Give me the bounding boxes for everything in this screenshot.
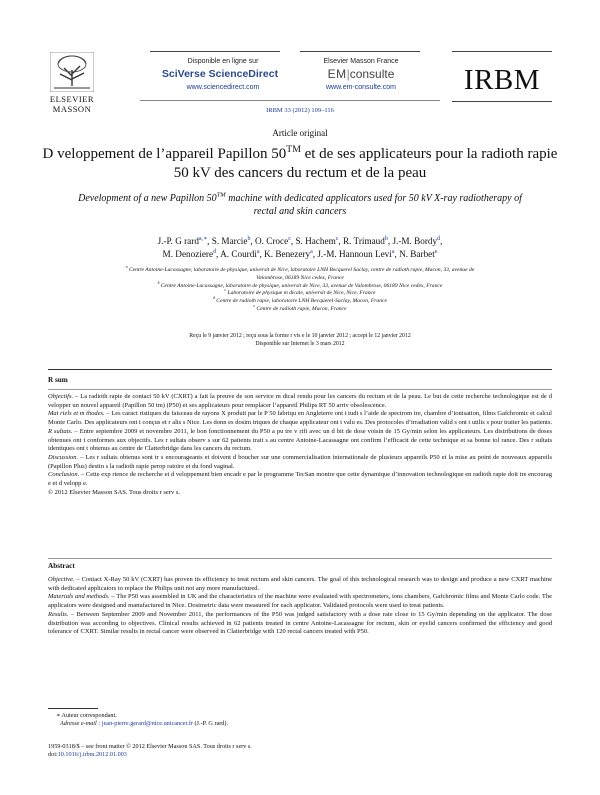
elsevier-tree-logo [50,52,94,92]
affiliation-sup: b [157,280,160,285]
title-fr-part1: D veloppement de l’appareil Papillon 50 [42,146,287,162]
resume-body [48,393,552,497]
article-metadata [48,743,548,760]
abstract-objective-text: – Contact X-Ray 50 kV (CXRT) has proven its efficiency to treat rectum and skin cancers. The goal of this technological research was to design and produce a new CXRT machine with dedicated applicators to replace the Philips unit not any more manufactured. [48,576,552,592]
title-en-tm: TM [216,191,226,199]
asterisk-mark: ∗ [56,712,61,719]
resume-discussion [48,454,552,471]
abstract-methods [48,593,552,610]
author-line-2 [40,248,560,261]
abstract-objective-label: Objective. [48,576,75,583]
abstract-results-label: Results. [48,610,69,618]
em-consulte-url[interactable]: www.em-consulte.com [325,84,397,91]
author-name: , J.-M. Bordy [387,236,438,246]
author-sup[interactable]: b [384,235,388,242]
title-fr-tm: TM [286,144,301,155]
issn-line: 1959-0318/$ – see front matter © 2012 Elsevier Masson SAS. Tous droits r serv s. [48,743,252,750]
sciverse-brand-text: SciVerse ScienceDirect [161,68,279,80]
masthead-top-rule-right [452,51,552,52]
sciverse-availability-text: Disponible en ligne sur [187,58,259,65]
author-name: , S. Marcie [207,236,248,246]
abstract-methods-label: Materials and methods. [48,593,110,601]
received-line: Reçu le 9 janvier 2012 ; reçu sous la forme r vis e le 10 janvier 2012 ; accept le 12 janvier 2012 [189,333,411,339]
article-title-french [40,145,560,183]
resume-objectifs [48,393,552,410]
affiliation-item [50,267,550,275]
affiliation-sup: c [224,288,227,293]
em-brand-left: EM [327,67,347,81]
publisher-name: ELSEVIER MASSON [49,94,95,114]
author-sup[interactable]: c [335,235,339,242]
author-name: , K. Benezery [259,248,311,259]
author-name: M. Denoziere [162,248,214,259]
corresponding-author [56,712,556,720]
abstract-results [48,611,552,637]
author-list [40,235,560,260]
received-dates [80,332,520,348]
resume-heading: R sum [48,376,68,384]
em-publisher-text: Elsevier Masson France [323,58,399,65]
resume-methodes-label: Mat riels et m thodes. [48,410,105,418]
title-en-part1: Development of a new Papillon 50 [78,193,217,204]
em-brand-divider: | [346,67,350,81]
author-name: , O. Croce [250,236,289,246]
article-type: Article original [272,128,328,138]
footnotes [56,712,556,729]
online-line: Disponible sur Internet le 3 mars 2012 [255,341,345,347]
affiliations [50,267,550,314]
affiliation-text: Valombrose, 06189 Nice cedex, France [256,274,344,281]
author-name: , R. Trimaud [338,236,385,246]
resume-methodes-text: – Les caract ristiques du faisceau de rayons X produit par le P 50 fabriqu en Angleterre ont t tudi s l’aide de spectrom tre, chambre d’ionisation, films Gafchromic et calcul Monte Carlo. Des applicateurs ont t conçus et r alis s Nice. Les donn es dosim triques de chaque applicateur ont t valu es. Des protocoles d’irradiation valid s ont t utilis s pour traiter les patients. [48,410,552,427]
author-name: J.-P. G rard [157,236,199,246]
abstract-objective [48,576,552,593]
author-sup[interactable]: a [310,248,313,255]
author-sup[interactable]: a,∗ [198,235,208,242]
affiliation-text: Laboratoire de physique m dicale, universit de Nice, Nice, France [227,290,376,297]
author-name: , S. Hachem [290,236,336,246]
doi-link[interactable]: 10.1016/j.irbm.2012.01.003 [57,751,127,759]
author-sup[interactable]: a [256,248,260,255]
resume-objectifs-text: – La radioth rapie de contact 50 kV (CXRT) a fait la preuve de son service m dical rendu pour les cancers du rectum et de la peau. Le but de cette recherche technologique est de d velopper un nouvel appareil (Papillon 50 tm) (P50) et ses applicateurs pour remplacer l’appareil Philips RT 50 arriv obsolescence. [48,393,552,409]
resume-resultats-text: – Entre septembre 2009 et novembre 2011, le bon fonctionnement du P50 a pu tre v rifi avec un d bit de dose voisin de 15 Gy/min selon les applicateurs. Les distributions de doses obtenues ont t conformes aux objectifs. Les r sultats observ s sur 62 patients trait s au centre Antoine-Lacassagne ont confirm l’efficacit de cette technique et sa bonne tol rance. Des r sultats identiques ont t obtenus au centre de Clatterbridge dans les cancers du rectum. [48,427,552,453]
affiliation-text: Centre de radioth rapie, laboratoire LNH Becquerel-Saclay, Macon, France [216,298,387,305]
author-name: , J.-M. Hannoun Levi [312,248,392,259]
author-name: , N. Barbet [394,248,435,259]
masthead-bottom-rule [140,100,440,101]
affiliation-text: Centre Antoine-Lacassagne, laboratoire de physique, universit de Nice, 33, avenue de Valombrose, 06189 Nice cedex, France [160,282,443,289]
sciencedirect-url[interactable]: www.sciencedirect.com [186,84,260,91]
author-sup[interactable]: b [247,235,251,242]
title-en-part2: machine with dedicated applicators used for 50 kV X-ray radiotherapy of rectal and skin cancers [225,193,522,217]
author-name: , [440,236,443,246]
em-brand-right: consulte [349,67,395,81]
resume-methodes [48,410,552,427]
article-title-english [70,192,530,218]
resume-resultats [48,428,552,454]
author-line-1 [40,235,560,248]
author-sup[interactable]: d [213,248,217,255]
resume-copyright: © 2012 Elsevier Masson SAS. Tous droits r serv s. [48,488,181,496]
doi-line [48,751,548,759]
citation-line[interactable]: IRBM 33 (2012) 109–116 [266,107,334,114]
author-sup[interactable]: c [288,235,291,242]
affiliation-sup: e [253,304,256,309]
journal-logo-bottom-rule [452,101,552,102]
title-fr-part2: et de ses applicateurs pour la radioth rapie 50 kV des cancers du rectum et de la peau [173,146,558,181]
affiliation-item [50,306,550,314]
resume-conclusion-text: – Cette exp rience de recherche et d veloppement bien encadr e par le programme TecSan montre que cette dynamique d’innovation technologique en radioth rapie doit tre encourag e et d velopp e. [48,471,552,488]
masthead-top-rule-mid [300,51,420,52]
author-sup[interactable]: d [437,235,441,242]
sciverse-brand[interactable] [150,68,290,80]
affiliation-text: Centre Antoine-Lacassagne, laboratoire de physique, universit de Nice, laboratoire LNH Becquerel Saclay, centre de radioth rapie, Macon, 33, avenue de [128,267,475,273]
affiliation-sup: d [213,296,215,301]
email-line [56,720,556,728]
abstract-body [48,576,552,637]
resume-discussion-text: – Les r sultats obtenus sont tr s encourageants et doivent d boucher sur une commercialisation internationale de plusieurs appareils P50 et la mise au point de nouveaux appareils (Papillon Plus) destin s la radioth rapie perop ratoire et du fond vaginal. [48,453,552,470]
resume-top-rule [48,369,552,370]
footnote-rule [48,708,98,709]
resume-discussion-label: Discussion. [48,453,79,461]
affiliation-text: Centre de radioth rapie, Macon, France [256,305,347,312]
email-label: Adresse e-mail : [60,720,101,728]
author-name: , A. Courdi [216,248,257,259]
abstract-methods-text: – The P50 was assembled in UK and the characteristics of the machine were evaluated with spectrometers, ions chambers, Gafchromic films and Monte Carlo code. The applicators were designed and manufactured in Nice. Dosimetric data were measured for each applicator. Validated protocols were used to treat patients. [48,593,552,610]
resume-resultats-label: R sultats. [48,427,73,435]
journal-logo: IRBM [463,64,541,96]
resume-conclusion [48,471,552,488]
doi-label: doi: [48,751,58,759]
masthead-top-rule-left [150,51,280,52]
email-owner: (J.-P. G rard). [192,720,229,728]
author-sup[interactable]: a [391,248,395,255]
affiliation-item [50,275,550,283]
resume-conclusion-label: Conclusion. [48,471,80,479]
abstract-results-text: – Between September 2009 and November 2011, the performances of the P50 was judged satisfactory with a dose rate close to 15 Gy/min depending on the applicator. The dose distribution was according to objectives. Clinical results achieved in 62 patients treated in centre Antoine-Lacassagne for rectum, skin or eyelid cancers confirmed the efficiency and good tolerance of CXRT. Similar results in rectal cancer were observed in Clatterbridge with 120 rectal cancers treated with P50. [48,610,552,636]
email-link[interactable]: jean-pierre.gerard@nice.unicancer.fr [101,720,193,728]
em-consulte-brand[interactable] [306,67,416,81]
abstract-heading: Abstract [48,562,75,570]
author-sup[interactable]: e [434,248,438,255]
resume-objectifs-label: Objectifs. [48,393,74,400]
corresponding-text: Auteur correspondant. [61,712,117,719]
affiliation-sup: a [125,265,128,270]
